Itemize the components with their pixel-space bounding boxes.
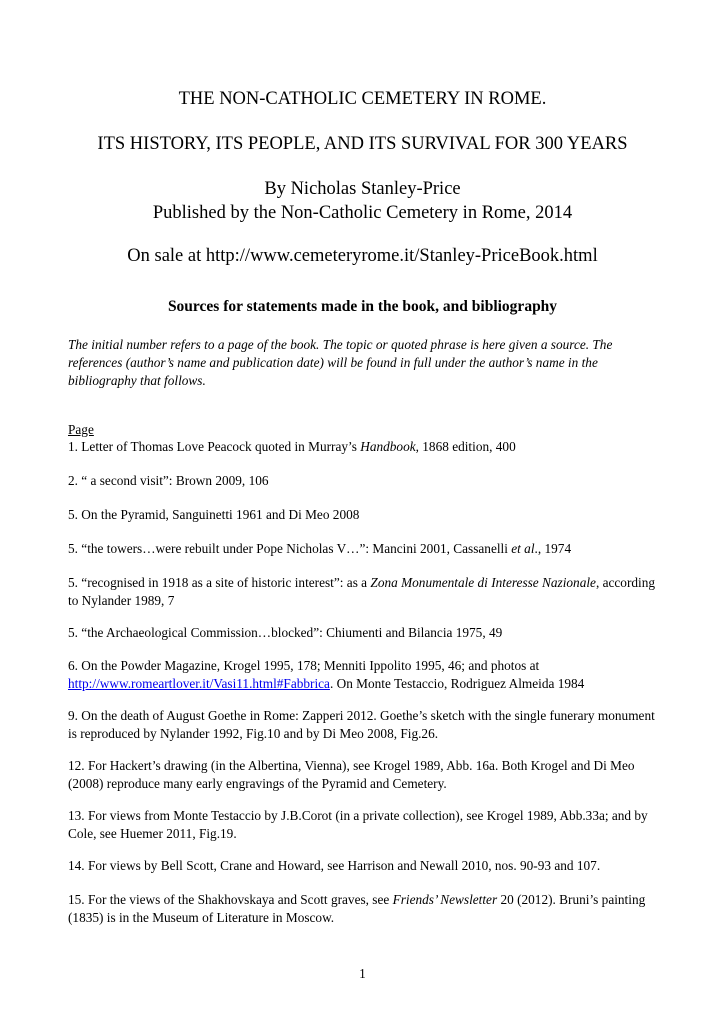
source-entry: 5. “the Archaeological Commission…blocked”: Chiumenti and Bilancia 1975, 49 [68,625,503,640]
source-entry: 9. On the death of August Goethe in Rome: Zapperi 2012. Goethe’s sketch with the single funerary monument is reproduced by Nylander 1992, Fig.10 and by Di Meo 2008, Fig.26. [68,708,655,741]
byline: By Nicholas Stanley-Price [264,179,461,199]
source-entry: 5. On the Pyramid, Sanguinetti 1961 and Di Meo 2008 [68,507,360,522]
publisher-line: Published by the Non-Catholic Cemetery in Rome, 2014 [152,203,573,223]
on-sale-line: On sale at http://www.cemeteryrome.it/Stanley-PriceBook.html [127,246,598,266]
sources-heading: Sources for statements made in the book, and bibliography [167,298,558,315]
source-entry: 1. Letter of Thomas Love Peacock quoted in Murray’s Handbook, 1868 edition, 400 [68,439,516,454]
intro-note: The initial number refers to a page of the book. The topic or quoted phrase is here given a source. The references (author’s name and publication date) will be found in full under the author’s name in the bibliography that follows. [68,337,613,388]
source-entry: 5. “the towers…were rebuilt under Pope Nicholas V…”: Mancini 2001, Cassanelli et al., 1974 [68,541,572,556]
title-line-1: THE NON-CATHOLIC CEMETERY IN ROME. [178,89,547,109]
source-entry: 14. For views by Bell Scott, Crane and Howard, see Harrison and Newall 2010, nos. 90-93 and 107. [68,858,601,873]
source-entry: 2. “ a second visit”: Brown 2009, 106 [68,473,269,488]
page-column-label: Page [68,422,94,437]
source-entry: 5. “recognised in 1918 as a site of historic interest”: as a Zona Monumentale di Interesse Nazionale, according to Nylander 1989, 7 [68,575,656,608]
powder-magazine-link[interactable]: http://www.romeartlover.it/Vasi11.html#Fabbrica [68,675,330,691]
page-number: 1 [359,966,366,981]
source-entry: 6. On the Powder Magazine, Krogel 1995, 178; Menniti Ippolito 1995, 46; and photos at http://www.romeartlover.it/Vasi11.html#Fabbrica. On Monte Testaccio, Rodriguez Almeida 1984 [68,658,585,691]
source-entry: 15. For the views of the Shakhovskaya and Scott graves, see Friends’ Newsletter 20 (2012). Bruni’s painting (1835) is in the Museum of Literature in Moscow. [68,892,646,925]
title-line-2: ITS HISTORY, ITS PEOPLE, AND ITS SURVIVAL FOR 300 YEARS [97,134,628,154]
source-entry: 12. For Hackert’s drawing (in the Albertina, Vienna), see Krogel 1989, Abb. 16a. Both Krogel and Di Meo (2008) reproduce many early engravings of the Pyramid and Cemetery. [68,758,635,791]
source-entry: 13. For views from Monte Testaccio by J.B.Corot (in a private collection), see Krogel 1989, Abb.33a; and by Cole, see Huemer 2011, Fig.19. [68,808,648,841]
